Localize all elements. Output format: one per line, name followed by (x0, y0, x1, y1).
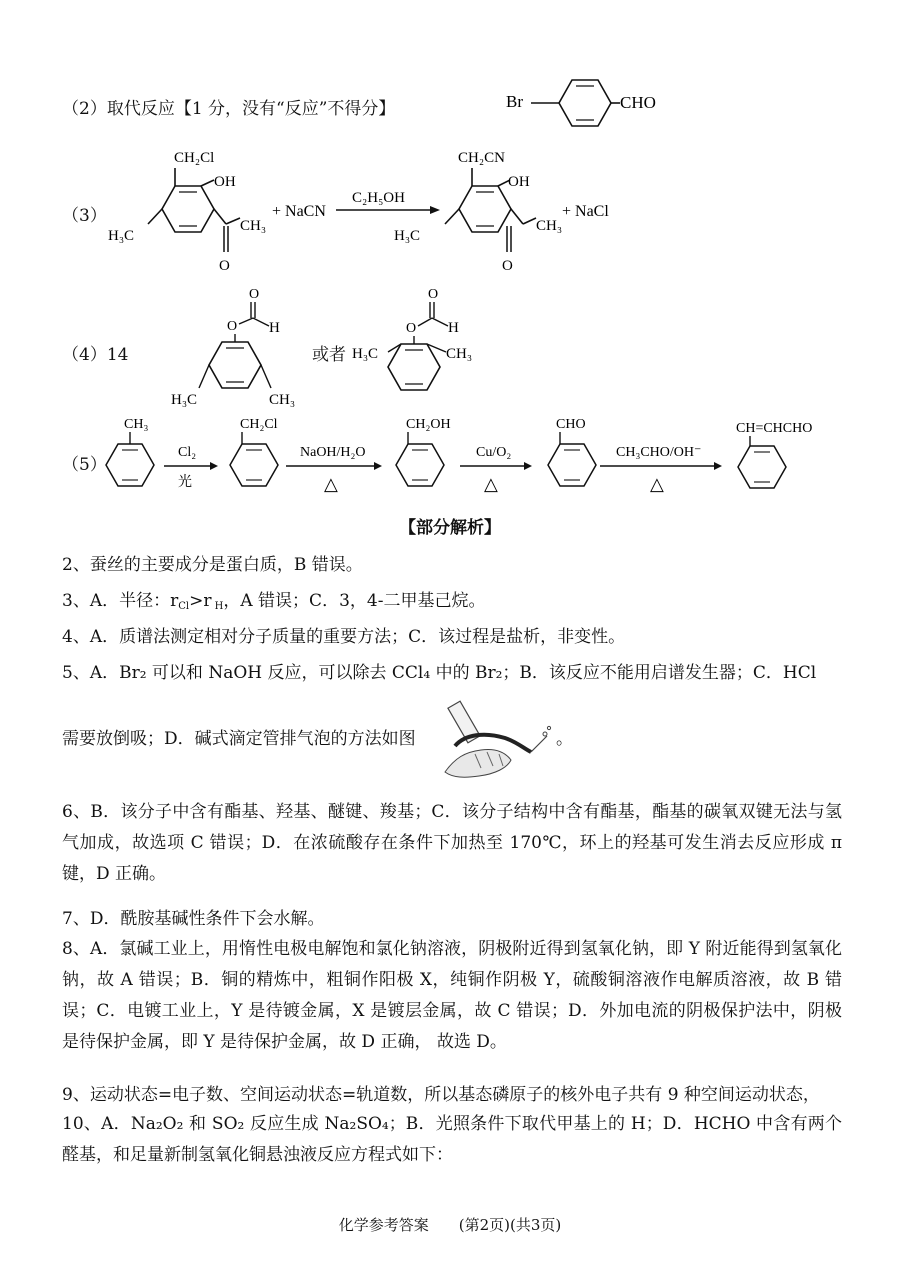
q5-c1-bottom: 光 (178, 475, 192, 490)
item3-text-post: ，A 错误；C．3，4-二甲基己烷。 (223, 591, 486, 611)
q3-ch3-2: CH₃ (536, 218, 563, 234)
analysis-item-6: 6、B．该分子中含有酯基、羟基、醚键、羧基；C．该分子结构中含有酯基，酯基的碳氧双键无法与氢气加成，故选项 C 错误；D．在浓硫酸存在条件下加热至 170℃，环上的羟基可发生消去反应形成 π 键，D 正确。 (62, 802, 842, 884)
q4-o-ether-2: O (406, 321, 417, 336)
q4-structure-2 (350, 282, 490, 397)
q3-ch2cl: CH₂Cl (174, 150, 215, 166)
q4-o-carbonyl-1: O (249, 287, 260, 302)
burette-bubble-illustration (435, 688, 555, 780)
analysis-item-2: 2、蚕丝的主要成分是蛋白质，B 错误。 (62, 555, 363, 575)
analysis-item-4: 4、A．质谱法测定相对分子质量的重要方法；C．该过程是盐析，非变性。 (62, 627, 626, 647)
q3-plus-nacl: + NaCl (562, 203, 609, 220)
item3-sub-h: H (211, 601, 224, 612)
q3-plus-nacn: + NaCN (272, 203, 326, 220)
q4-h-2: H (448, 320, 459, 336)
analysis-item-7: 7、D．酰胺基碱性条件下会水解。 (62, 909, 325, 929)
q5-s1-label: CH₃ (124, 417, 149, 432)
q4-or-text: 或者 (312, 345, 346, 365)
q4-structure-1 (165, 282, 315, 412)
q5-c4-bottom: △ (650, 474, 664, 494)
q2-br-label: Br (506, 92, 523, 111)
item3-text-mid: >r (189, 591, 212, 611)
analysis-item-9: 9、运动状态=电子数、空间运动状态=轨道数，所以基态磷原子的核外电子共有 9 种空间运动状态， (62, 1085, 820, 1105)
q4-label: （4）14 (62, 345, 129, 365)
analysis-heading: 【部分解析】 (399, 518, 501, 538)
q5-c1-top: Cl₂ (178, 445, 197, 460)
q5-c4-top: CH₃CHO/OH⁻ (616, 445, 702, 460)
q5-s4-label: CHO (556, 417, 586, 432)
q4-ch3-1: CH₃ (269, 392, 296, 408)
q4-h3c-2: H₃C (352, 346, 379, 362)
q4-o-ether-1: O (227, 319, 238, 334)
page-footer: 化学参考答案 (第2页)(共3页) (338, 1216, 562, 1234)
q3-h3c-1: H₃C (108, 228, 135, 244)
analysis-item-10: 10、A．Na₂O₂ 和 SO₂ 反应生成 Na₂SO₄；B．光照条件下取代甲基上的 H；D．HCHO 中含有两个醛基，和足量新制氢氧化铜悬浊液反应方程式如下： (62, 1114, 842, 1165)
q3-label: （3） (62, 206, 107, 226)
q3-condition: C₂H₅OH (352, 190, 405, 206)
q3-oh-1: OH (214, 174, 236, 190)
q5-c3-bottom: △ (484, 474, 498, 494)
q4-o-carbonyl-2: O (428, 287, 439, 302)
q3-oh-2: OH (508, 174, 530, 190)
q5-s5-label: CH=CHCHO (736, 421, 813, 436)
q3-h3c-2: H₃C (394, 228, 421, 244)
q3-reaction (100, 140, 660, 280)
q2-structure (498, 74, 678, 134)
q3-ch2cn: CH₂CN (458, 150, 505, 166)
analysis-item-5-line1: 5、A．Br₂ 可以和 NaOH 反应，可以除去 CCl₄ 中的 Br₂；B．该反应不能用启谱发生器；C．HCl (62, 663, 817, 683)
q4-h3c-1: H₃C (171, 392, 198, 408)
q4-h-1: H (269, 320, 280, 336)
analysis-item-5-line2: 需要放倒吸；D．碱式滴定管排气泡的方法如图 (62, 729, 416, 749)
q2-cho-label: CHO (620, 93, 656, 112)
q4-ch3-2: CH₃ (446, 346, 473, 362)
q5-s3-label: CH₂OH (406, 417, 451, 432)
q5-c2-bottom: △ (324, 474, 338, 494)
analysis-item-3 (62, 586, 485, 612)
q5-synthesis (100, 410, 840, 500)
q5-s2-label: CH₂Cl (240, 417, 278, 432)
q5-c2-top: NaOH/H₂O (300, 445, 366, 460)
analysis-item-8: 8、A．氯碱工业上，用惰性电极电解饱和氯化钠溶液，阴极附近得到氢氧化钠，即 Y 附近能得到氢氧化钠，故 A 错误；B．铜的精炼中，粗铜作阳极 X，纯铜作阴极 Y，硫酸铜溶液作电解质溶液，故 B 错误；C．电镀工业上，Y 是待镀金属，X 是镀层金属，故 C 错误；D．外加电流的阴极保护法中，阴极是待保护金属，即 Y 是待保护金属，故 D 正确， 故选 D。 (62, 939, 842, 1052)
q2-label: （2）取代反应【1 分，没有“反应”不得分】 (62, 99, 396, 119)
q3-o-1: O (219, 258, 230, 274)
item5-period: 。 (556, 729, 573, 749)
q3-ch3-1: CH₃ (240, 218, 267, 234)
q5-label: （5） (62, 455, 107, 475)
item3-sub-cl: Cl (178, 601, 190, 612)
q5-c3-top: Cu/O₂ (476, 445, 512, 460)
item3-text-pre: 3、A．半径：r (62, 591, 179, 611)
q3-o-2: O (502, 258, 513, 274)
